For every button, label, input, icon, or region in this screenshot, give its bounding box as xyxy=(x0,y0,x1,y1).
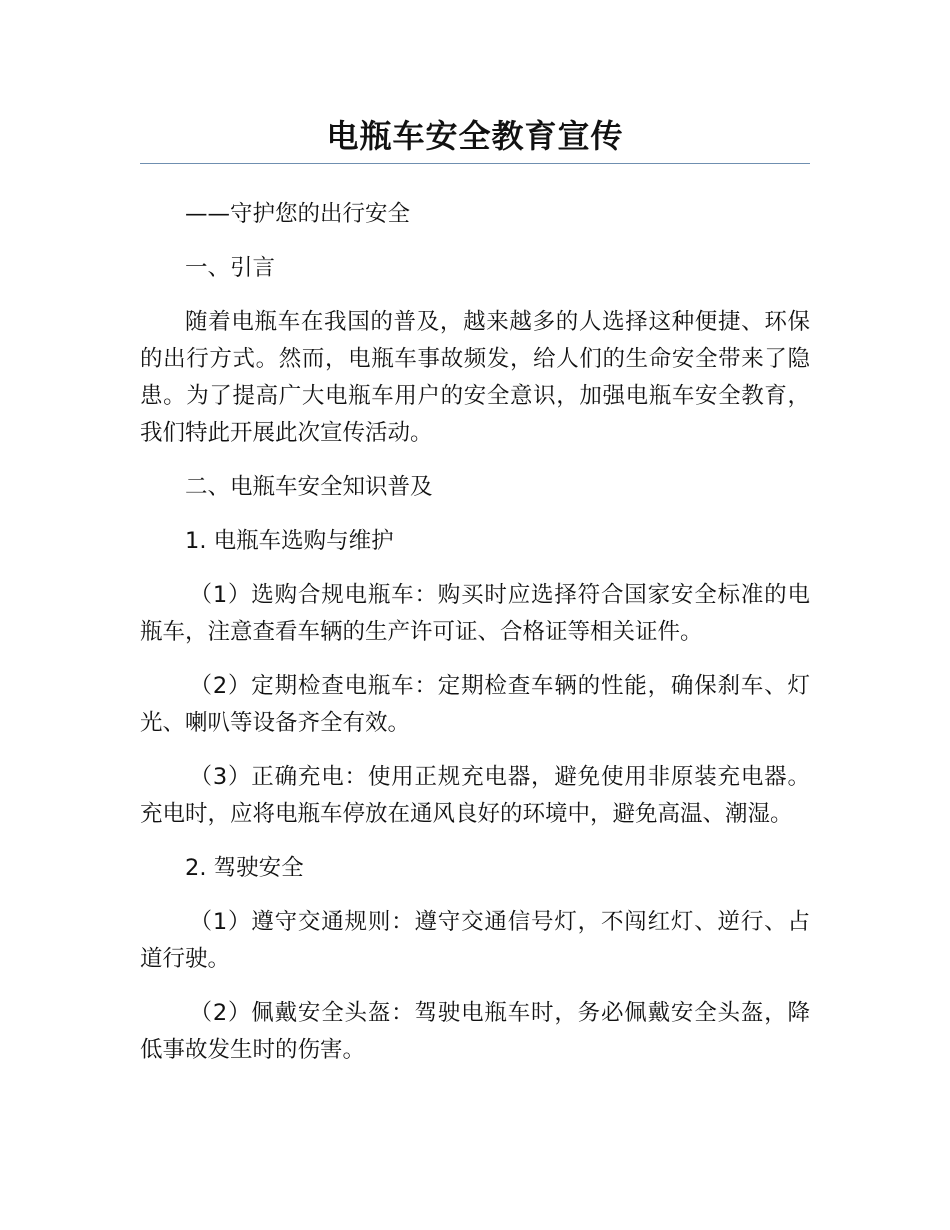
section-heading-knowledge: 二、电瓶车安全知识普及 xyxy=(185,474,433,500)
list-item-charging: （3）正确充电：使用正规充电器，避免使用非原装充电器。充电时，应将电瓶车停放在通风良好的环境中，避免高温、潮湿。 xyxy=(140,764,810,827)
list-item-inspection: （2）定期检查电瓶车：定期检查车辆的性能，确保刹车、灯光、喇叭等设备齐全有效。 xyxy=(140,673,810,736)
list-item-traffic-rules: （1）遵守交通规则：遵守交通信号灯，不闯红灯、逆行、占道行驶。 xyxy=(140,909,810,972)
section-heading-intro: 一、引言 xyxy=(185,255,276,281)
document-title: 电瓶车安全教育宣传 xyxy=(326,117,624,155)
subsection-heading-purchase: 1. 电瓶车选购与维护 xyxy=(185,528,394,554)
list-item-helmet: （2）佩戴安全头盔：驾驶电瓶车时，务必佩戴安全头盔，降低事故发生时的伤害。 xyxy=(140,1000,810,1063)
title-underline xyxy=(140,163,810,164)
list-item-purchase: （1）选购合规电瓶车：购买时应选择符合国家安全标准的电瓶车，注意查看车辆的生产许可证、合格证等相关证件。 xyxy=(140,582,810,645)
intro-paragraph: 随着电瓶车在我国的普及，越来越多的人选择这种便捷、环保的出行方式。然而，电瓶车事故频发，给人们的生命安全带来了隐患。为了提高广大电瓶车用户的安全意识，加强电瓶车安全教育，我们特此开展此次宣传活动。 xyxy=(140,309,810,446)
subtitle: ——守护您的出行安全 xyxy=(185,201,411,227)
document-body xyxy=(140,196,810,1086)
subsection-heading-driving: 2. 驾驶安全 xyxy=(185,855,304,881)
